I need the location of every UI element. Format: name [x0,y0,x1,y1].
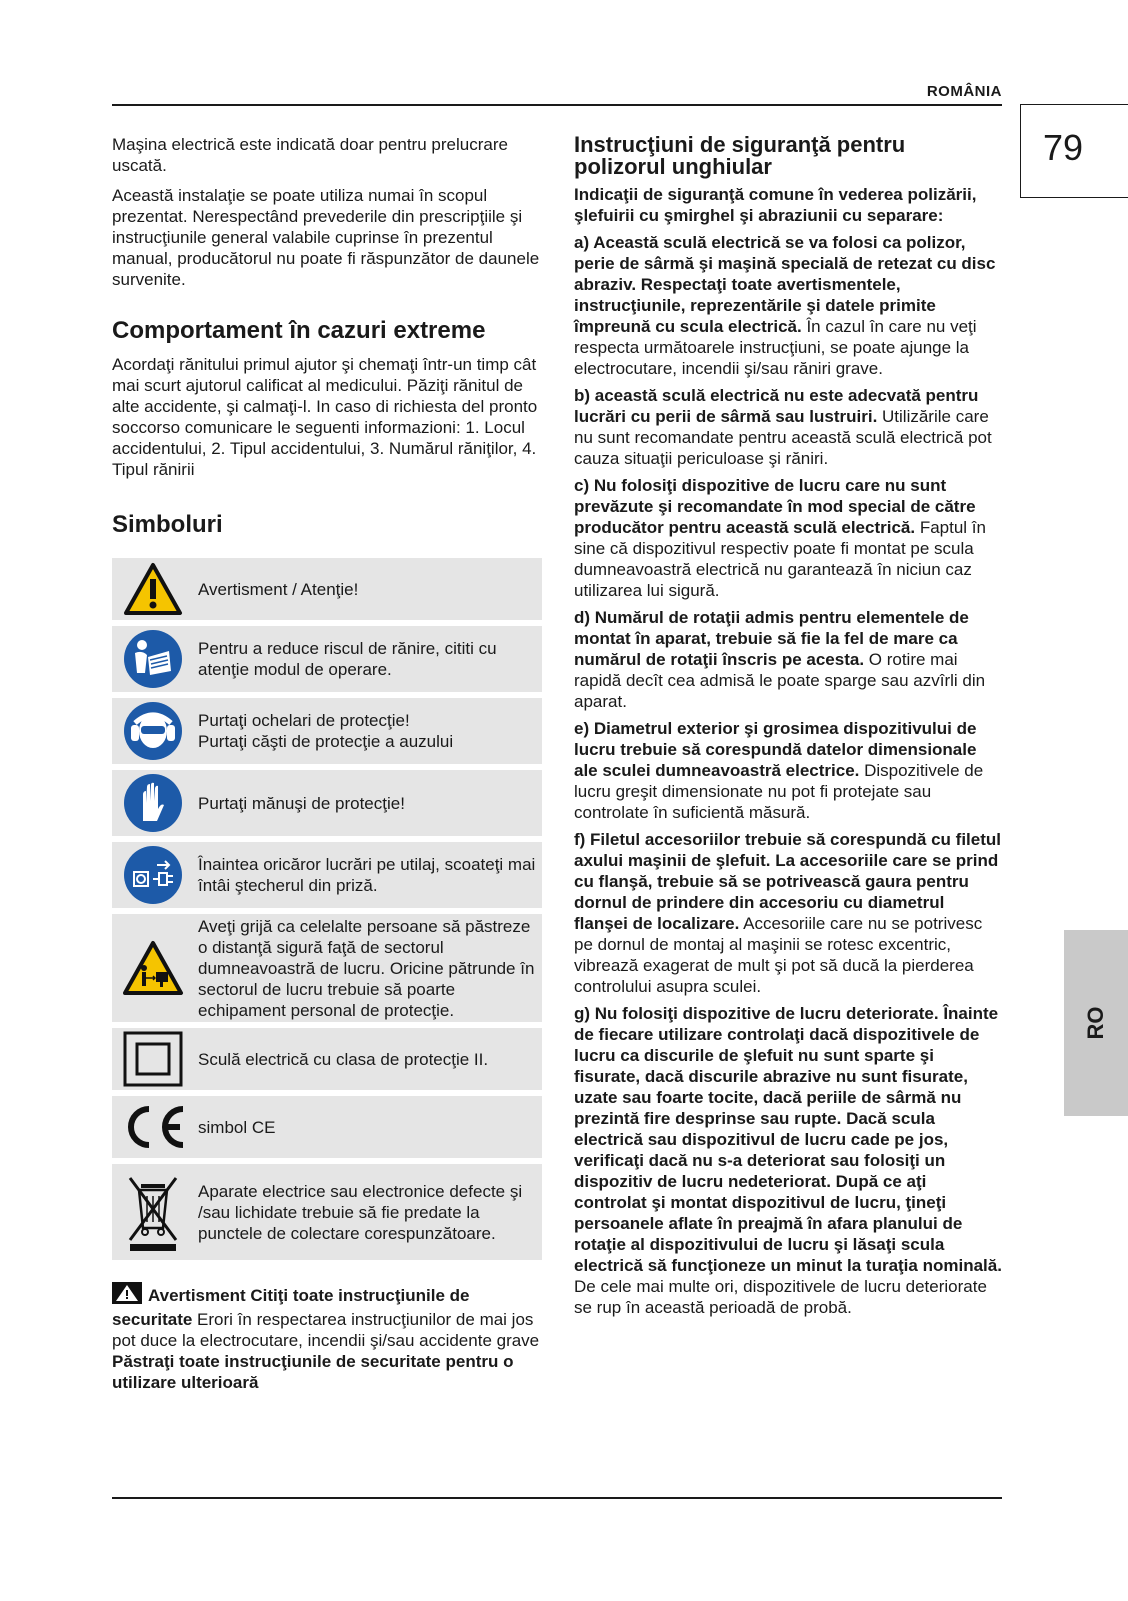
right-column [574,134,1002,1318]
unplug-icon [112,845,194,905]
safety-instructions-title: Instrucţiuni de siguranţă pentru polizorul unghiular [574,132,906,179]
symbol-row [112,1028,542,1090]
symbol-label: Înaintea oricăror lucrări pe utilaj, scoateţi mai întâi ştecherul din priză. [198,855,536,895]
symbol-label: Purtaţi mănuşi de protecţie! [198,793,405,813]
weee-bin-icon [112,1170,194,1254]
symbol-row [112,698,542,764]
warning-triangle-icon [112,1282,142,1309]
symbols-title: Simboluri [112,511,223,538]
safety-subtitle: Indicaţii de siguranţă comune în vederea polizării, şlefuirii cu şmirghel şi abraziunii cu separare: [574,185,977,225]
symbol-row [112,558,542,620]
keep-instructions-text: Păstraţi toate instrucţiunile de securitate pentru o utilizare ulterioară [112,1352,514,1392]
protection-class-2-icon [112,1031,194,1087]
symbol-label: Aveţi grijă ca celelalte persoane să păstreze o distanţă sigură faţă de sectorul dumneavoastră de lucru. Oricine pătrunde în sectorul de lucru trebuie să poarte echipament personal de protecţie. [198,916,535,1020]
safety-section-g: g) Nu folosiţi dispozitive de lucru deteriorate. Înainte de fiecare utilizare controlaţi dacă dispozitivele de lucru ca discurile de şlefuit nu sunt sparte şi fisurate, dacă discurile abrazive nu sunt fisurate, uzate sau foarte tocite, dacă periile de sârmă nu prezintă fire desprinse sau rupte. Dacă scula electrică sau dispozitivul de lucru cade pe jos, verificaţi dacă nu s-a deteriorat sau folosiţi un dispozitiv de lucru nedeteriorat. După ce aţi controlat şi montat dispozitivul de lucru, ţineţi persoanele aflate în preajmă în afara planului de rotaţie al dispozitivului de lucru şi lăsaţi scula electrică să funcţioneze un minut la turaţia nominală. De cele mai multe ori, dispozitivele de lucru deteriorate se rup în această perioadă de probă. [574,1004,1002,1317]
symbol-row [112,842,542,908]
language-side-tab-label: RO [1083,1006,1108,1040]
extreme-cases-title: Comportament în cazuri extreme [112,317,486,344]
symbol-row [112,914,542,1022]
page-number: 79 [1043,127,1084,168]
warning-block [112,1282,542,1393]
symbol-row [112,770,542,836]
language-side-tab [1064,930,1128,1116]
symbol-label: Pentru a reduce riscul de rănire, cititi cu atenţie modul de operare. [198,639,497,679]
intro-paragraph-2: Această instalaţie se poate utiliza numai în scopul prezentat. Nerespectând prevederile din prescripţiile şi instrucţiunile general valabile cuprinse în prezentul manual, producătorul nu poate fi răspunzător de daunele survenite. [112,186,540,289]
keep-distance-icon [112,940,194,996]
language-header: ROMÂNIA [926,83,1002,100]
symbol-row [112,1096,542,1158]
intro-paragraph-1: Maşina electrică este indicată doar pentru prelucrare uscată. [112,135,508,175]
symbols-table [112,558,542,1260]
top-divider [112,104,1002,106]
symbol-row [112,1164,542,1260]
bottom-divider [112,1497,1002,1499]
warning-text: Erori în respectarea instrucţiunilor de mai jos pot duce la electrocutare, incendii şi/sau accidente grave [112,1310,540,1350]
extreme-cases-text: Acordaţi rănitului primul ajutor şi chemaţi într-un timp cât mai scurt ajutorul calificat al medicului. Păziţi rănitul de alte accidente, şi calmaţi-l. In caso di richiesta del pronto soccorso comunicare le seguenti informazioni: 1. Locul accidentului, 2. Tipul accidentului, 3. Numărul răniţilor, 4. Tipul rănirii [112,355,538,479]
safety-section-c: c) Nu folosiţi dispozitive de lucru care nu sunt prevăzute şi recomandate în mod special de către producător pentru această sculă electrică. Faptul în sine că dispozitivul respectiv poate fi montat pe scula dumneavoastră electrică nu garantează în niciun caz utilizarea lui sigură. [574,476,986,600]
symbol-row [112,626,542,692]
safety-section-e: e) Diametrul exterior şi grosimea dispozitivului de lucru trebuie să corespundă datelor dimensionale ale sculei dumneavoastră electrice. Dispozitivele de lucru greşit dimensionate nu pot fi protejate sau controlate în suficientă măsură. [574,719,984,822]
symbol-label: Aparate electrice sau electronice defecte şi /sau lichidate trebuie să fie predate la punctele de colectare corespunzătoare. [198,1181,523,1243]
read-manual-icon [112,629,194,689]
warning-icon [112,562,194,616]
safety-section-b: b) această sculă electrică nu este adecvată pentru lucrări cu perii de sârmă sau lustruiri. Utilizările care nu sunt recomandate pentru această sculă electrică pot cauza situaţii periculoase şi răniri. [574,386,992,468]
symbol-label: Sculă electrică cu clasa de protecţie II. [198,1049,489,1069]
left-column [112,134,542,1393]
eye-ear-protection-icon [112,701,194,761]
safety-section-d: d) Numărul de rotaţii admis pentru elementele de montat în aparat, trebuie să fie la fel de mare ca numărul de rotaţii înscris pe acesta. O rotire mai rapidă decît cea admisă le poate sparge sau azvîrli din aparat. [574,608,986,711]
safety-section-a: a) Această sculă electrică se va folosi ca polizor, perie de sârmă şi maşină specială de retezat cu disc abraziv. Respectaţi toate avertismentele, instrucţiunile, reprezentările şi datele primite împreună cu scula electrică. În cazul în care nu veţi respecta următoarele instrucţiuni, se poate ajunge la electrocutare, incendii şi/sau răniri grave. [574,233,996,378]
symbol-label: Avertisment / Atenţie! [198,579,359,599]
symbol-label: Purtaţi ochelari de protecţie! Purtaţi căşti de protecţie a auzului [198,711,454,751]
symbol-label: simbol CE [198,1117,276,1137]
safety-section-f: f) Filetul accesoriilor trebuie să corespundă cu filetul axului maşinii de şlefuit. La accesoriile care se prind cu flanşă, trebuie să se potrivească gaura pentru dornul de prindere din accesoriu cu diametrul flanşei de localizare. Accesoriile care nu se potrivesc pe dornul de montaj al maşinii se rotesc excentric, vibrează exagerat de mult şi pot să ducă la pierderea controlului asupra sculei. [574,830,1001,996]
ce-mark-icon [112,1103,194,1151]
gloves-icon [112,773,194,833]
warning-heading: Avertisment Citiţi toate instrucţiunile de securitate [112,1286,470,1329]
